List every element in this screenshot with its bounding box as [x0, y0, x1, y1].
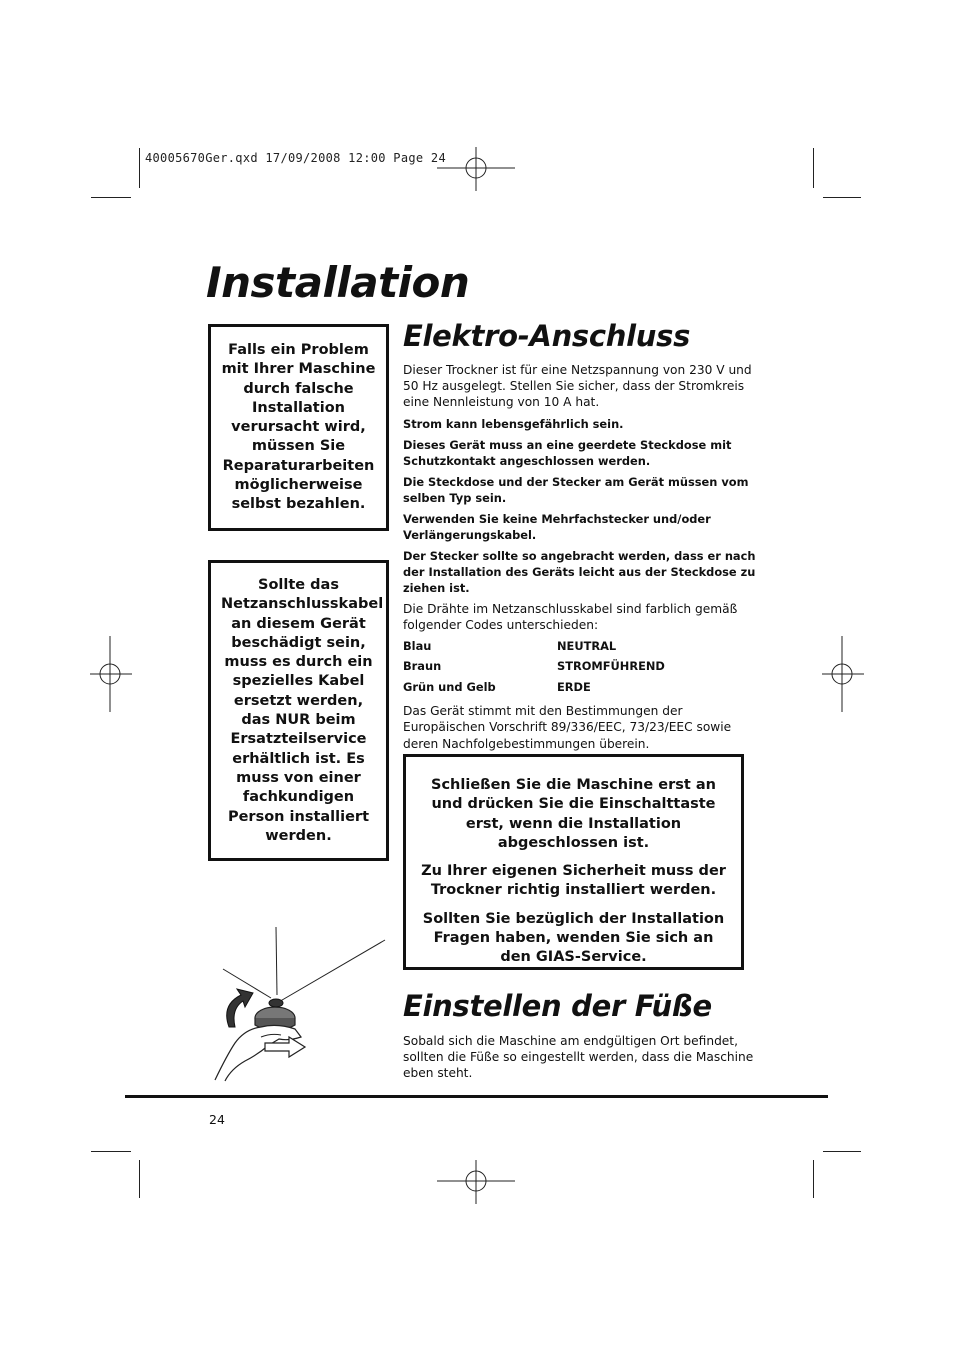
notice-box [403, 754, 744, 970]
table-row [403, 679, 665, 699]
wire-color-table [403, 638, 665, 699]
wire-color: Grün und Gelb [403, 679, 496, 694]
notice-paragraph: Zu Ihrer eigenen Sicherheit muss der Trockner richtig installiert werden. [421, 863, 726, 899]
electrical-intro: Dieser Trockner ist für eine Netzspannung von 230 V und 50 Hz ausgelegt. Stellen Sie sicher, dass der Stromkreis eine Nennleistung von 10 A hat. [403, 363, 752, 410]
electrical-warning: Der Stecker sollte so angebracht werden, dass er nach der Installation des Geräts leicht aus der Steckdose zu ziehen ist. [403, 548, 756, 595]
wire-color: Braun [403, 659, 442, 674]
feet-body [403, 1033, 758, 1087]
electrical-warning: Die Steckdose und der Stecker am Gerät müssen vom selben Typ sein. [403, 474, 749, 505]
hand-adjusting-foot-icon [205, 925, 390, 1085]
electrical-body [403, 362, 763, 757]
page-title: Installation [206, 258, 470, 307]
wire-meaning: NEUTRAL [557, 639, 617, 654]
wire-color: Blau [403, 639, 432, 654]
wire-meaning: STROMFÜHREND [557, 659, 665, 674]
wire-meaning: ERDE [557, 679, 591, 694]
page-number: 24 [209, 1112, 225, 1127]
registration-mark-right-icon [822, 636, 866, 714]
registration-mark-bottom-icon [437, 1160, 517, 1206]
electrical-warning: Dieses Gerät muss an eine geerdete Steckdose mit Schutzkontakt angeschlossen werden. [403, 437, 732, 468]
print-slug: 40005670Ger.qxd 17/09/2008 12:00 Page 24 [145, 151, 446, 165]
section-heading-electrical: Elektro-Anschluss [403, 319, 691, 353]
registration-mark-left-icon [90, 636, 134, 714]
section-heading-feet: Einstellen der Füße [403, 989, 712, 1023]
notice-paragraph: Schließen Sie die Maschine erst an und drücken Sie die Einschalttaste erst, wenn die Installation abgeschlossen ist. [431, 777, 716, 851]
electrical-warning: Verwenden Sie keine Mehrfachstecker und/oder Verlängerungskabel. [403, 511, 711, 542]
warning-box-power-cable: Sollte das Netzanschlusskabel an diesem Gerät beschädigt sein, muss es durch ein spezielles Kabel ersetzt werden, das NUR beim Ersatzteilservice erhältlich ist. Es muss von einer fachkundigen Person installiert werden. [208, 560, 389, 861]
wires-intro: Die Drähte im Netzanschlusskabel sind farblich gemäß folgender Codes unterschieden: [403, 601, 738, 632]
notice-paragraph: Sollten Sie bezüglich der Installation Fragen haben, wenden Sie sich an den GIAS-Service. [422, 910, 725, 966]
compliance-text: Das Gerät stimmt mit den Bestimmungen der Europäischen Vorschrift 89/336/EEC, 73/23/EEC sowie deren Nachfolgebestimmungen überein. [403, 704, 732, 751]
registration-mark-top-icon [437, 147, 517, 193]
footer-rule [125, 1095, 828, 1098]
table-row [403, 638, 665, 658]
feet-text: Sobald sich die Maschine am endgültigen Ort befindet, sollten die Füße so eingestellt werden, dass die Maschine eben steht. [403, 1034, 754, 1081]
warning-box-installation: Falls ein Problem mit Ihrer Maschine durch falsche Installation verursacht wird, müssen Sie Reparaturarbeiten möglicherweise selbst bezahlen. [208, 324, 389, 531]
electrical-warning: Strom kann lebensgefährlich sein. [403, 416, 624, 431]
table-row [403, 658, 665, 678]
